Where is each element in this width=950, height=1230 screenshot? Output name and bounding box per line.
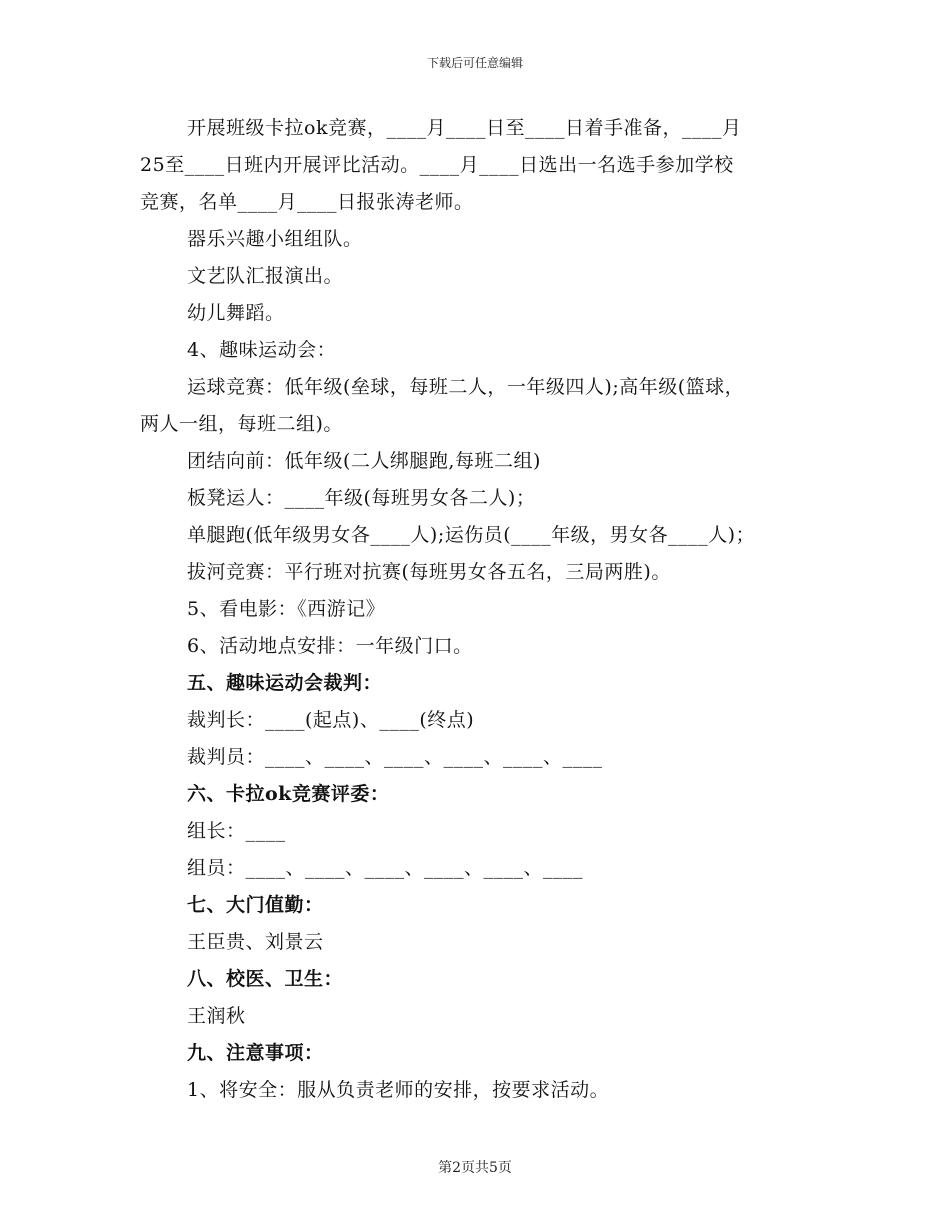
section-heading: 八、校医、卫生： — [187, 968, 344, 990]
text-line: 裁判长：____(起点)、____(终点) — [187, 709, 475, 731]
text-line: 1、将安全：服从负责老师的安排，按要求活动。 — [187, 1079, 610, 1101]
text-line: 幼儿舞蹈。 — [187, 302, 285, 324]
section-heading: 七、大门值勤： — [187, 894, 324, 916]
text-line: 裁判员：____、____、____、____、____、____ — [187, 746, 603, 768]
text-line: 25至____日班内开展评比活动。____月____日选出一名选手参加学校 — [140, 154, 734, 176]
text-line: 组员：____、____、____、____、____、____ — [187, 857, 584, 879]
section-heading: 九、注意事项： — [187, 1042, 324, 1064]
section-heading: 五、趣味运动会裁判： — [187, 672, 383, 694]
text-line: 单腿跑(低年级男女各____人);运伤员(____年级，男女各____人)； — [187, 524, 756, 546]
text-line: 开展班级卡拉ok竞赛，____月____日至____日着手准备，____月 — [187, 117, 742, 139]
section-heading: 六、卡拉ok竞赛评委： — [187, 783, 390, 805]
text-line: 拔河竞赛：平行班对抗赛(每班男女各五名，三局两胜)。 — [187, 561, 671, 583]
text-line: 王润秋 — [187, 1005, 246, 1027]
text-line: 运球竞赛：低年级(垒球，每班二人，一年级四人);高年级(篮球， — [187, 376, 745, 398]
text-line: 组长：____ — [187, 820, 286, 842]
text-line: 文艺队汇报演出。 — [187, 265, 344, 287]
text-line: 6、活动地点安排：一年级门口。 — [187, 635, 473, 657]
document-body — [140, 110, 820, 1109]
text-line: 5、看电影：《西游记》 — [187, 598, 386, 620]
text-line: 4、趣味运动会： — [187, 339, 337, 361]
text-line: 板凳运人：____年级(每班男女各二人)； — [187, 487, 536, 509]
page-header-note: 下载后可任意编辑 — [426, 56, 523, 70]
text-line: 器乐兴趣小组组队。 — [187, 228, 363, 250]
text-line: 竞赛，名单____月____日报张涛老师。 — [140, 191, 474, 213]
page-number: 第2页共5页 — [438, 1160, 512, 1176]
text-line: 王臣贵、刘景云 — [187, 931, 324, 953]
text-line: 两人一组，每班二组)。 — [140, 413, 343, 435]
text-line: 团结向前：低年级(二人绑腿跑,每班二组) — [187, 450, 541, 472]
